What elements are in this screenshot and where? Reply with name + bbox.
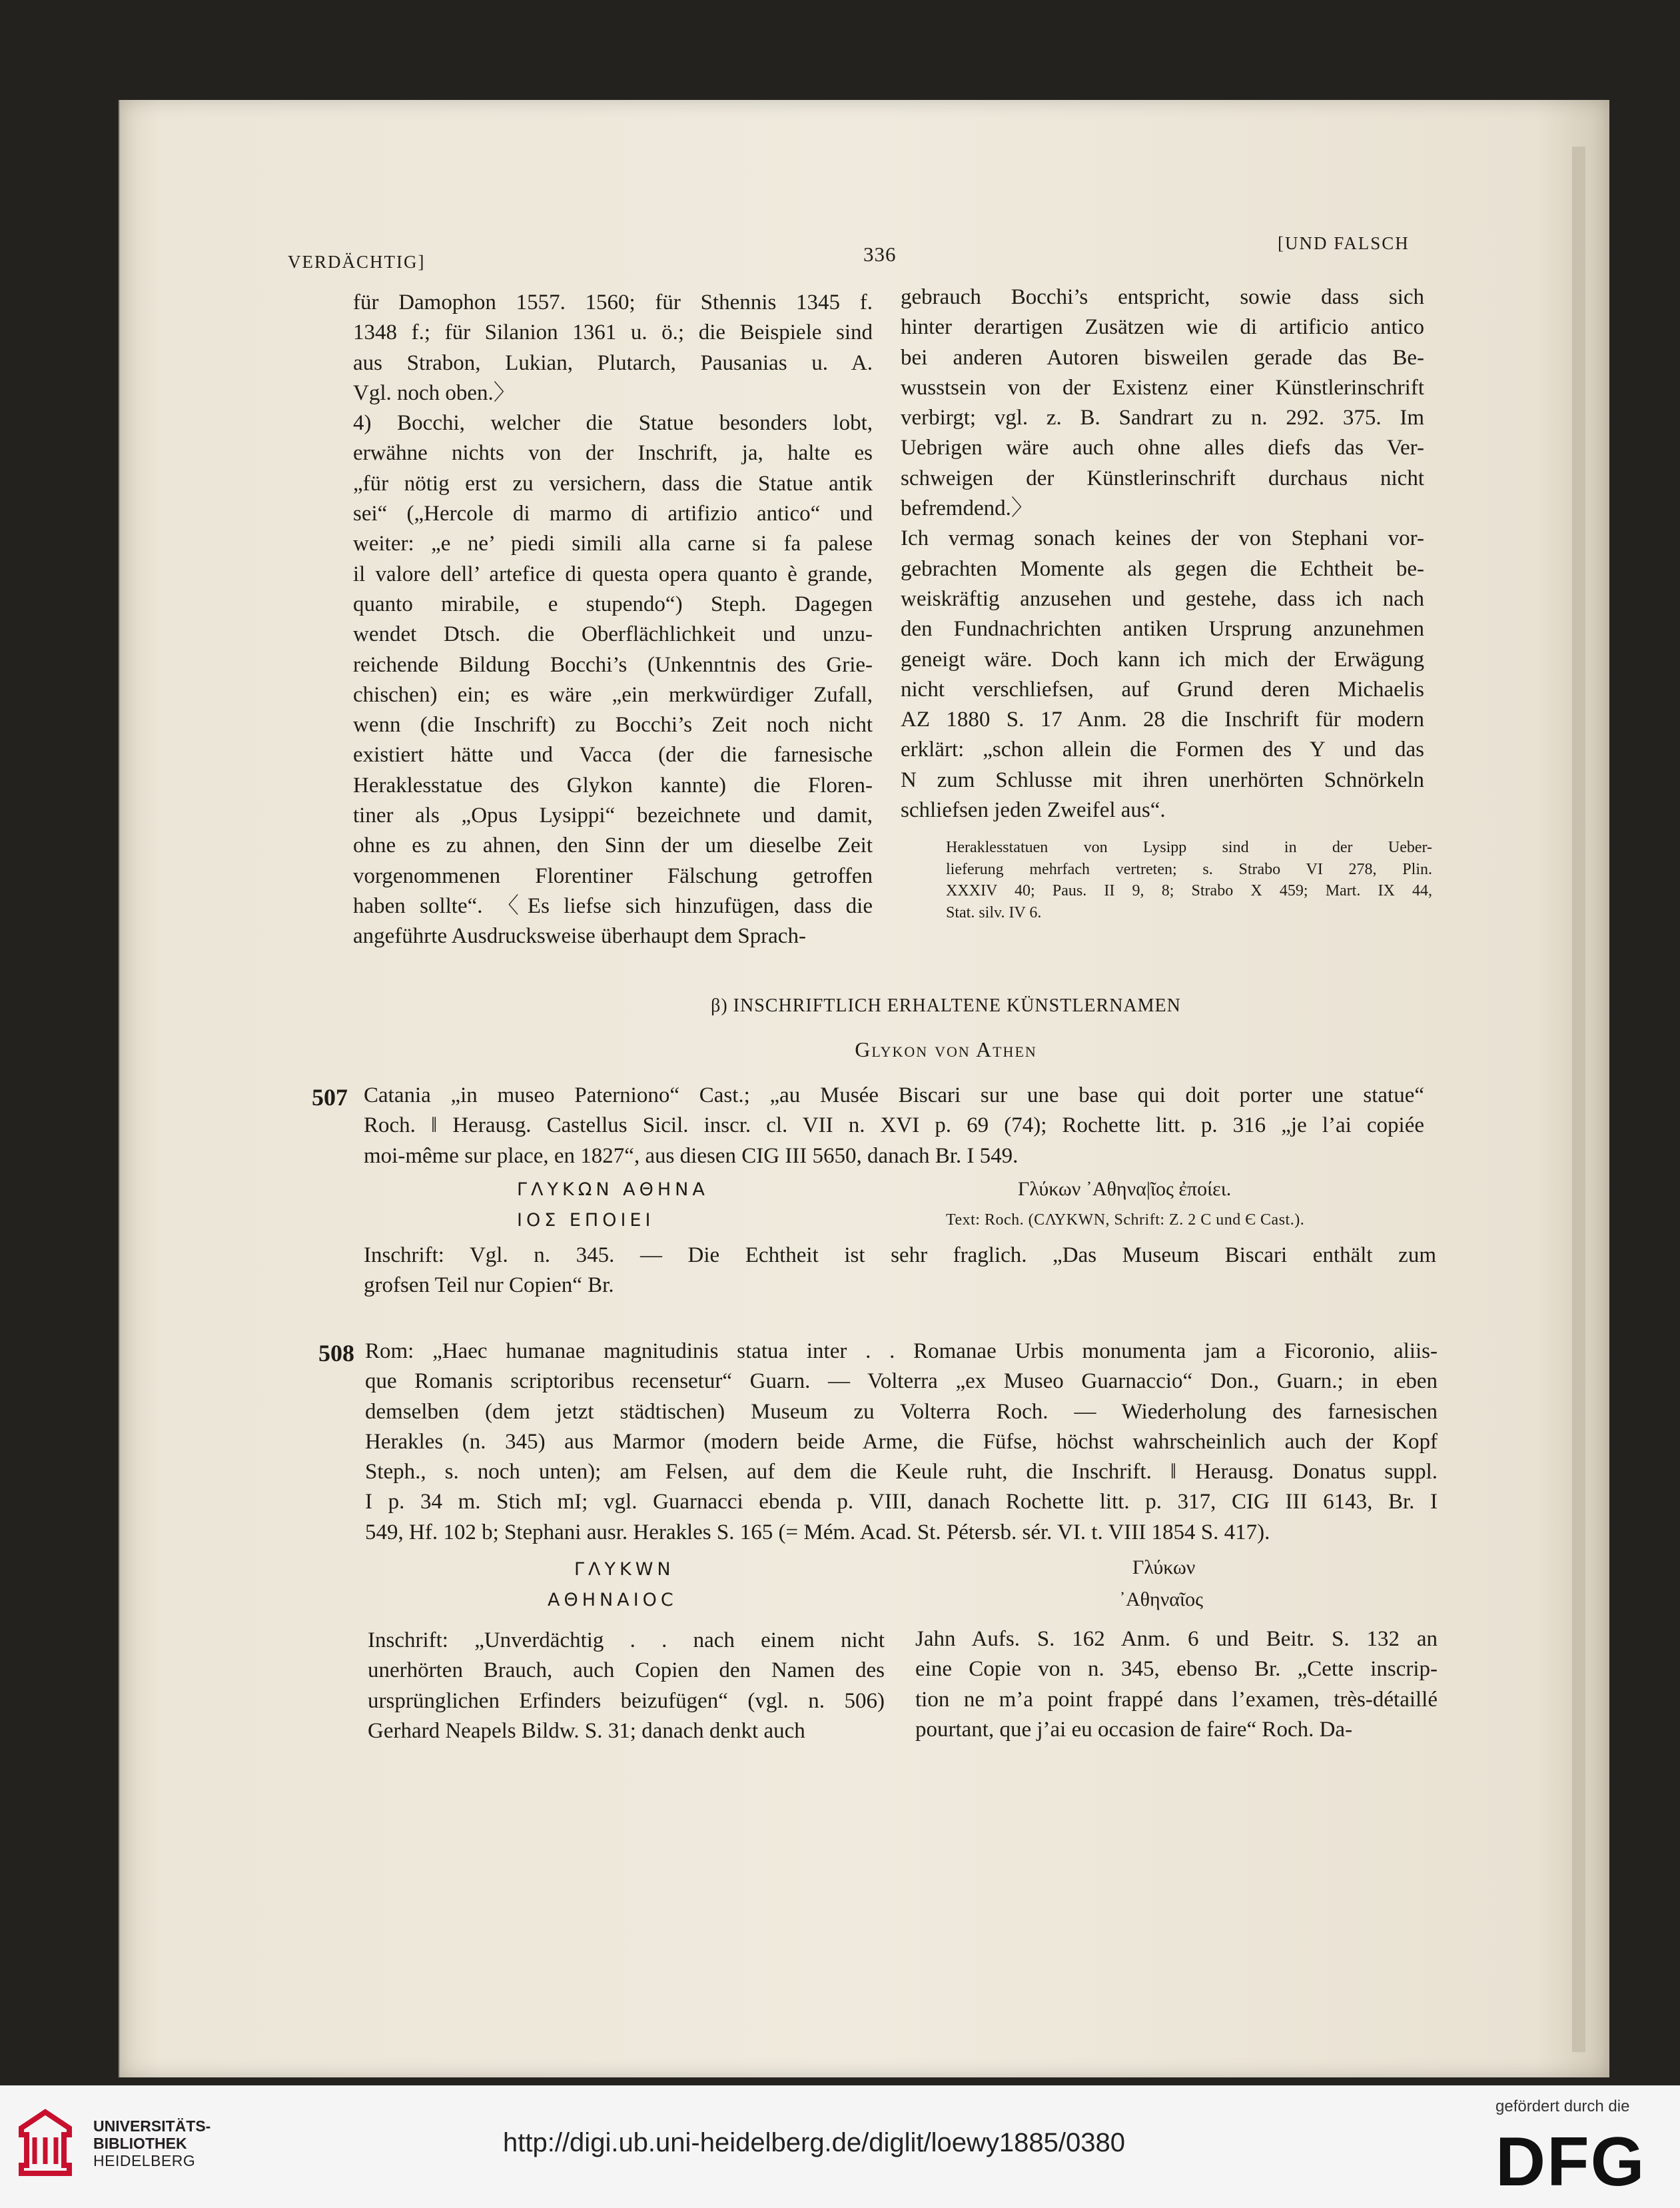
text-line: Inschrift: Vgl. n. 345. — Die Echtheit ist sehr fraglich. „Das Museum Biscari enthält zum [364,1243,1436,1267]
text-line: reichende Bildung Bocchi’s (Unkenntnis des Grie- [353,652,873,677]
text-line: vorgenommenen Florentiner Fälschung getroffen [353,863,873,888]
text-line: sei“ („Hercole di marmo di artifizio antico“ und [353,502,873,526]
right-column [901,282,1424,826]
text-line: hinter derartigen Zusätzen wie di artificio antico [901,315,1424,340]
text-line: demselben (dem jetzt städtischen) Museum zu Volterra Roch. — Wiederholung des farnesischen [365,1399,1438,1424]
footer-bar [0,2085,1680,2208]
text-line: wusstsein von der Existenz einer Künstlerinschrift [901,375,1424,400]
text-line: geneigt wäre. Doch kann ich mich der Erwägung [901,647,1424,672]
text-line: Rom: „Haec humanae magnitudinis statua inter . . Romanae Urbis monumenta jam a Ficoronio, aliis- [365,1339,1438,1363]
inscription-508-left-2: ΑΘΗΝΑΙΟC [548,1590,677,1610]
library-name-line-3: HEIDELBERG [93,2152,196,2169]
inscription-507-right-1: Γλύκων ᾿Αθηνα|ῖος ἐποίει. [1018,1178,1232,1200]
text-line: aus Strabon, Lukian, Plutarch, Pausanias u. A. [353,350,873,375]
dfg-logo: DFG [1495,2123,1646,2201]
library-name-line-2: BIBLIOTHEK [93,2135,187,2152]
text-line: haben sollte“. 〈Es liefse sich hinzufügen, dass die [353,893,873,918]
entry-508-left-column [368,1626,885,1746]
text-line: weiter: „e ne’ piedi simili alla carne si fa palese [353,532,873,556]
text-line: Uebrigen wäre auch ohne alles diefs das Ver- [901,436,1424,460]
text-line: moi-même sur place, en 1827“, aus diesen CIG III 5650, danach Br. I 549. [364,1143,1019,1168]
text-line: Stat. silv. IV 6. [946,903,1042,921]
running-head-right: [UND FALSCH [1278,233,1410,253]
text-line: Jahn Aufs. S. 162 Anm. 6 und Beitr. S. 132 an [915,1627,1438,1651]
text-line: quanto mirabile, e stupendo“) Steph. Dagegen [353,592,873,616]
text-line: lieferung mehrfach vertreten; s. Strabo VI 278, Plin. [946,860,1432,878]
text-line: bei anderen Autoren bisweilen gerade das Be- [901,345,1424,370]
text-line: für Damophon 1557. 1560; für Sthennis 1345 f. [353,290,873,314]
text-line: weiskräftig anzusehen und gestehe, dass ich nach [901,586,1424,611]
text-line: que Romanis scriptoribus recensetur“ Guarn. — Volterra „ex Museo Guarnaccio“ Don., Guarn.; in eben [365,1369,1438,1394]
text-line: il valore dell’ artefice di questa opera quanto è grande, [353,562,873,586]
text-line: erklärt: „schon allein die Formen des Y und das [901,738,1424,762]
text-line: eine Copie von n. 345, ebenso Br. „Cette inscrip- [915,1657,1438,1682]
text-line: Vgl. noch oben.〉 [353,380,516,405]
entry-508-right-column [915,1624,1438,1745]
text-line: den Fundnachrichten antiken Ursprung anzunehmen [901,617,1424,642]
text-line: nicht verschliefsen, auf Grund deren Michaelis [901,677,1424,702]
text-line: Roch. ‖ Herausg. Castellus Sicil. inscr. cl. VII n. XVI p. 69 (74); Rochette litt. p. 316 „je l’ai copiée [364,1113,1424,1138]
inscription-507-left-2: ΙΟΣ ΕΠΟΙΕΙ [517,1210,655,1231]
text-line: N zum Schlusse mit ihren unerhörten Schnörkeln [901,768,1424,792]
text-line: wenn (die Inschrift) zu Bocchi’s Zeit noch nicht [353,713,873,738]
text-line: Ich vermag sonach keines der von Stephani vor- [901,526,1424,551]
text-line: tion ne m’a point frappé dans l’examen, très-détaillé [915,1687,1438,1712]
text-line: Inschrift: „Unverdächtig . . nach einem nicht [368,1628,885,1652]
inscription-508-left-1: ΓΛΥΚWΝ [574,1559,675,1580]
permalink[interactable]: http://digi.ub.uni-heidelberg.de/diglit/loewy1885/0380 [503,2128,1126,2157]
entry-507-text [364,1081,1424,1171]
funding-note: gefördert durch die [1495,2097,1630,2115]
text-line: „für nötig erst zu versichern, dass die Statue antik [353,471,873,496]
entry-507-notes [364,1241,1436,1301]
page-number: 336 [863,243,897,266]
text-line: befremdend.〉 [901,496,1033,521]
entry-number-508: 508 [318,1340,354,1367]
text-line: Heraklesstatue des Glykon kannte) die Floren- [353,773,873,798]
left-column [353,288,873,952]
subsection-heading: Glykon von Athen [855,1037,1037,1061]
university-library-logo-icon [15,2108,76,2183]
text-line: tiner als „Opus Lysippi“ bezeichnete und damit, [353,804,873,828]
entry-508-text [365,1337,1438,1548]
page-edge [1572,147,1585,2052]
text-line: schliefsen jeden Zweifel aus“. [901,798,1166,823]
text-line: gebrauch Bocchi’s entspricht, sowie dass sich [901,285,1424,309]
text-line: XXXIV 40; Paus. II 9, 8; Strabo X 459; Mart. IX 44, [946,882,1432,899]
text-line: grofsen Teil nur Copien“ Br. [364,1273,614,1298]
text-line: wendet Dtsch. die Oberflächlichkeit und unzu- [353,622,873,647]
text-line: erwähne nichts von der Inschrift, ja, halte es [353,441,873,466]
text-line: I p. 34 m. Stich mI; vgl. Guarnacci ebenda p. VIII, danach Rochette litt. p. 317, CIG III 6143, Br. I [365,1490,1438,1514]
inscription-508-right-1: Γλύκων [1132,1556,1196,1578]
library-name [93,2117,210,2169]
text-line: chischen) ein; es wäre „ein merkwürdiger Zufall, [353,682,873,707]
footnote [946,837,1432,923]
text-line: existiert hätte und Vacca (der die farnesische [353,743,873,768]
library-name-line-1: UNIVERSITÄTS- [93,2117,211,2135]
text-line: angeführte Ausdrucksweise überhaupt dem Sprach- [353,924,806,949]
section-heading: β) INSCHRIFTLICH ERHALTENE KÜNSTLERNAMEN [711,995,1181,1016]
text-line: schweigen der Künstlerinschrift durchaus nicht [901,466,1424,490]
text-line: pourtant, que j’ai eu occasion de faire“ Roch. Da- [915,1717,1353,1742]
text-line: verbirgt; vgl. z. B. Sandrart zu n. 292. 375. Im [901,406,1424,430]
running-head-left: VERDÄCHTIG] [288,252,426,272]
text-line: 1348 f.; für Silanion 1361 u. ö.; die Beispiele sind [353,320,873,345]
text-line: ursprünglichen Erfinders beizufügen“ (vgl. n. 506) [368,1688,885,1713]
entry-number-507: 507 [312,1084,348,1111]
inscription-507-left-1: ΓΛΥΚΩΝ ΑΘΗΝΑ [517,1179,709,1200]
text-line: AZ 1880 S. 17 Anm. 28 die Inschrift für modern [901,708,1424,732]
text-line: Steph., s. noch unten); am Felsen, auf dem die Keule ruht, die Inschrift. ‖ Herausg. Donatus suppl. [365,1460,1438,1484]
text-line: gebrachten Momente als gegen die Echtheit be- [901,556,1424,581]
text-line: 549, Hf. 102 b; Stephani ausr. Herakles S. 165 (= Mém. Acad. St. Pétersb. sér. VI. t. VIII 1854 S. 417). [365,1520,1270,1544]
text-line: Heraklesstatuen von Lysipp sind in der Ueber- [946,839,1432,856]
text-line: Herakles (n. 345) aus Marmor (modern beide Arme, die Füfse, höchst wahrscheinlich auch der Kopf [365,1429,1438,1454]
inscription-508-right-2: ᾿Αθηναῖος [1119,1588,1203,1610]
text-line: Catania „in museo Paterniono“ Cast.; „au Musée Biscari sur une base qui doit porter une statue“ [364,1083,1424,1107]
text-line: Gerhard Neapels Bildw. S. 31; danach denkt auch [368,1718,805,1743]
text-line: ohne es zu ahnen, den Sinn der um dieselbe Zeit [353,833,873,858]
text-line: 4) Bocchi, welcher die Statue besonders lobt, [353,411,873,436]
text-line: unerhörten Brauch, auch Copien den Namen des [368,1658,885,1683]
inscription-507-right-2: Text: Roch. (CΛΥΚWN, Schrift: Z. 2 C und Є Cast.). [946,1211,1305,1229]
